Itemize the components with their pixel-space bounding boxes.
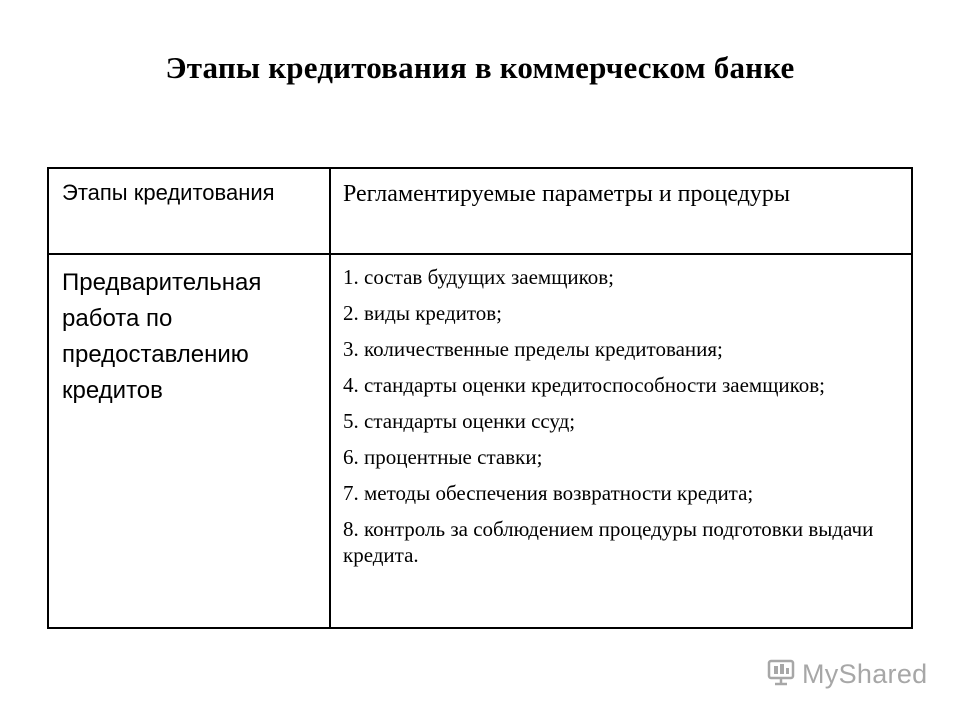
list-item: 1. состав будущих заемщиков;: [343, 265, 615, 289]
list-item: 8. контроль за соблюдением процедуры подготовки выдачи кредита.: [343, 517, 874, 567]
procedures-list: [343, 264, 911, 568]
presentation-screen-icon: [766, 657, 796, 692]
page-title: Этапы кредитования в коммерческом банке: [165, 50, 795, 85]
list-item: 5. стандарты оценки ссуд;: [343, 409, 576, 433]
stage-preliminary-work: Предварительная работа по предоставлению кредитов: [49, 255, 331, 627]
credit-stages-table: [47, 167, 913, 629]
watermark: [766, 656, 927, 692]
list-item: 2. виды кредитов;: [343, 301, 503, 325]
list-item: 7. методы обеспечения возвратности кредита;: [343, 481, 754, 505]
header-parameters: Регламентируемые параметры и процедуры: [331, 169, 911, 255]
list-item: 4. стандарты оценки кредитоспособности заемщиков;: [343, 373, 826, 397]
watermark-text: MyShared: [802, 658, 928, 689]
header-stages: Этапы кредитования: [49, 169, 331, 255]
list-item: 6. процентные ставки;: [343, 445, 543, 469]
list-item: 3. количественные пределы кредитования;: [343, 337, 723, 361]
procedures-cell: [331, 255, 911, 627]
